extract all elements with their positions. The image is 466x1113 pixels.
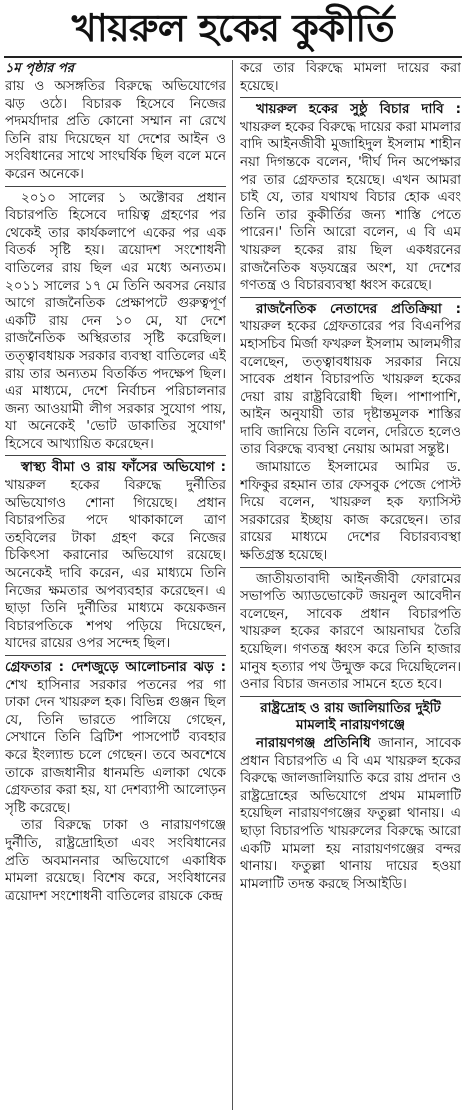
divider xyxy=(240,696,461,697)
paragraph xyxy=(5,459,226,653)
paragraph-text: জানান, সাবেক প্রধান বিচারপতি এ বি এম খায়রুল হকের বিরুদ্ধে জালজালিয়াতি করে রায় প্রদান ও রাষ্ট্রদ্রোহের অভিযোগে প্রথম মামলাটি হয়েছিল নারায়ণগঞ্জের ফতুল্লা থানায়। এ ছাড়া বিচারপতি খায়রুলের বিরুদ্ধে আরো একটি মামলা হয় নারায়ণগঞ্জের বন্দর থানায়। ফতুল্লা থানায় দায়ের হওয়া মামলাটি তদন্ত করছে সিআইডি। xyxy=(240,735,461,892)
paragraph xyxy=(240,101,461,295)
subheading: রাজনৈতিক নেতাদের প্রতিক্রিয়া : xyxy=(256,301,461,317)
byline: নারায়ণগঞ্জ প্রতিনিধি xyxy=(256,735,371,751)
divider xyxy=(240,567,461,568)
left-column xyxy=(5,60,226,1110)
section-heading: রাষ্ট্রদ্রোহ ও রায় জালিয়াতির দুইটি মামলাই নারায়ণগঞ্জে xyxy=(260,700,441,734)
headline-rule xyxy=(4,56,462,58)
paragraph-text: খায়রুল হকের বিরুদ্ধে দায়ের করা মামলার বাদি আইনজীবী মুজাহিদুল ইসলাম শাহীন নয়া দিগন্তকে বলেন, 'দীর্ঘ দিন অপেক্ষার পর তার গ্রেফতার হয়েছে। এখন আমরা চাই যে, তার যথাযথ বিচার হোক এবং তিনি তার কুকীর্তির জন্য শাস্তি পেতে পারেন।' তিনি আরো বলেন, এ বি এম খায়রুল হকের রায় ছিল একধরনের রাজনৈতিক ষড়যন্ত্রের অংশ, যা দেশের গণতন্ত্র ও বিচারব্যবস্থা ধ্বংস করেছে। xyxy=(240,119,461,294)
divider xyxy=(240,297,461,298)
continued-label: ১ম পৃষ্ঠার পর xyxy=(5,61,74,76)
paragraph: তার বিরুদ্ধে ঢাকা ও নারায়ণগঞ্জে দুর্নীতি, রাষ্ট্রদ্রোহিতা এবং সংবিধানের প্রতি অবমাননার অভিযোগে একাধিক মামলা রয়েছে। বিশেষ করে, সংবিধানের ত্রয়োদশ সংশোধনী বাতিলের রায়কে কেন্দ্র xyxy=(5,818,226,904)
paragraph-text: শেখ হাসিনার সরকার পতনের পর গা ঢাকা দেন খায়রুল হক। বিভিন্ন গুঞ্জন ছিল যে, তিনি ভারতে পালিয়ে গেছেন, সেখানে তিনি ব্রিটিশ পাসপোর্ট ব্যবহার করে ইংল্যান্ড চলে গেছেন। তবে অবশেষে তাকে রাজধানীর ধানমন্ডি এলাকা থেকে গ্রেফতার করা হয়, যা দেশব্যাপী আলোড়ন সৃষ্টি করেছে। xyxy=(5,677,226,816)
subheading: স্বাস্থ্য বীমা ও রায় ফাঁসের অভিযোগ : xyxy=(21,460,226,476)
subheading: গ্রেফতার : দেশজুড়ে আলোচনার ঝড় : xyxy=(5,660,226,675)
paragraph-text: খায়রুল হকের গ্রেফতারের পর বিএনপির মহাসচিব মির্জা ফখরুল ইসলাম আলমগীর বলেছেন, তত্ত্বাবধায়ক সরকার নিয়ে সাবেক প্রধান বিচারপতি খায়রুল হকের দেয়া রায় রাষ্ট্রবিরোধী ছিল। পাশাপাশি, আইন অনুযায়ী তার দৃষ্টান্তমূলক শাস্তির দাবি জানিয়ে তিনি বলেন, দেরিতে হলেও তার বিরুদ্ধে ব্যবস্থা নেয়ায় আমরা সন্তুষ্ট। xyxy=(240,319,461,458)
paragraph: জাতীয়তাবাদী আইনজীবী ফোরামের সভাপতি অ্যাডভোকেট জয়নুল আবেদীন বলেছেন, সাবেক প্রধান বিচারপতি খায়রুল হকের কারণে আয়নাঘর তৈরি হয়েছিল। গণতন্ত্র ধ্বংস করে তিনি হাজার মানুষ হত্যার পথ উন্মুক্ত করে দিয়েছিলেন। ওনার বিচার জনতার সামনে হতে হবে। xyxy=(240,571,461,693)
paragraph-text: খায়রুল হকের বিরুদ্ধে দুর্নীতির অভিযোগও শোনা গিয়েছে। প্রধান বিচারপতির পদে থাকাকালে ত্রাণ তহবিলের টাকা গ্রহণ করে নিজের চিকিৎসা করানোর অভিযোগ রয়েছে। অনেকেই দাবি করেন, এর মাধ্যমে তিনি নিজের ক্ষমতার অপব্যবহার করেছেন। এ ছাড়া তিনি দুর্নীতির মাধ্যমে কয়েকজন বিচারপতিকে শপথ পড়িয়ে দিয়েছেন, যাদের রায়ের ওপর সন্দেহ ছিল। xyxy=(5,478,226,652)
divider xyxy=(240,97,461,98)
paragraph: রায় ও অসঙ্গতির বিরুদ্ধে অভিযোগের ঝড় ওঠে। বিচারক হিসেবে নিজের পদমর্যাদার প্রতি কোনো সম্মান না রেখে তিনি রায় দিয়েছেন যা দেশের আইন ও সংবিধানের সাথে সাংঘর্ষিক ছিল বলে মনে করেন অনেকে। xyxy=(5,79,226,182)
paragraph: ২০১০ সালের ১ অক্টোবর প্রধান বিচারপতি হিসেবে দায়িত্ব গ্রহণের পর থেকেই তার কার্যকলাপে একের পর এক বিতর্ক সৃষ্টি হয়। ত্রয়োদশ সংশোধনী বাতিলের রায় ছিল এর মধ্যে অন্যতম। ২০১১ সালের ১৭ মে তিনি অবসর নেয়ার আগে রাজনৈতিক প্রেক্ষাপটে গুরুত্বপূর্ণ একটি রায় দেন ১০ মে, যা দেশে রাজনৈতিক অস্থিরতার সৃষ্টি করেছিল। তত্ত্বাবধায়ক সরকার ব্যবস্থা বাতিলের এই রায় তার অন্যতম বিতর্কিত পদক্ষেপ ছিল। এর মাধ্যমে, দেশে নির্বাচন পরিচালনার জন্য আওয়ামী লীগ সরকার সুযোগ পায়, যা অনেকেই 'ভোট ডাকাতির সুযোগ' হিসেবে আখ্যায়িত করেছেন। xyxy=(5,190,226,452)
paragraph: করে তার বিরুদ্ধে মামলা দায়ের করা হয়েছে। xyxy=(240,61,461,94)
divider xyxy=(5,186,226,187)
headline: খায়রুল হকের কুকীর্তি xyxy=(71,6,395,50)
subheading: খায়রুল হকের সুষ্ঠু বিচার দাবি : xyxy=(256,102,461,118)
column-rule xyxy=(232,60,233,1110)
right-column xyxy=(240,60,461,1110)
divider xyxy=(5,455,226,456)
divider xyxy=(5,655,226,656)
paragraph xyxy=(240,301,461,459)
paragraph xyxy=(240,735,461,893)
paragraph xyxy=(5,659,226,817)
paragraph: জামায়াতে ইসলামের আমির ড. শফিকুর রহমান তার ফেসবুক পেজে পোস্ট দিয়ে বলেন, খায়রুল হক ফ্যাসিস্ট সরকারের ইচ্ছায় কাজ করেছেন। তার রায়ের মাধ্যমে দেশের বিচারব্যবস্থা ক্ষতিগ্রস্ত হয়েছে। xyxy=(240,460,461,564)
